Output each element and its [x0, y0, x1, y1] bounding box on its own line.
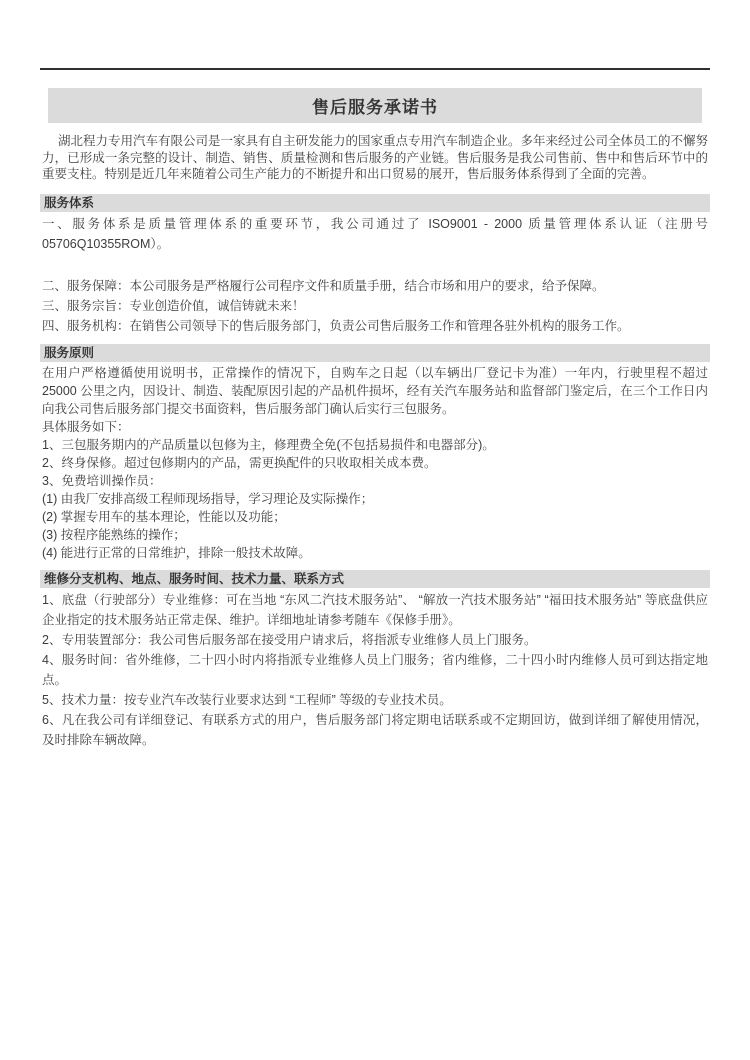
list-item: 3、免费培训操作员：: [42, 473, 162, 488]
section-heading: 服务体系: [44, 195, 95, 210]
section-service-principles: [42, 344, 708, 562]
paragraph: 一、服务体系是质量管理体系的重要环节，我公司通过了 ISO9001 - 2000 质量管理体系认证（注册号 05706Q10355ROM）。: [42, 216, 708, 251]
sub-list-item: (1) 由我厂安排高级工程师现场指导，学习理论及实际操作；: [42, 491, 374, 506]
list-item: 6、凡在我公司有详细登记、有联系方式的用户，售后服务部门将定期电话联系或不定期回访，做到详细了解使用情况，及时排除车辆故障。: [42, 712, 708, 747]
section-heading-bar: [40, 570, 710, 588]
section-service-system: [42, 194, 708, 336]
document-title-bar: [48, 88, 702, 123]
list-item: 2、专用装置部分：我公司售后服务部在接受用户请求后，将指派专业维修人员上门服务。: [42, 632, 537, 647]
sub-list-item: (3) 按程序能熟练的操作；: [42, 527, 186, 542]
section-heading-bar: [40, 344, 710, 362]
list-item: 1、底盘（行驶部分）专业维修：可在当地 “东风二汽技术服务站”、 “解放一汽技术服务站” “福田技术服务站” 等底盘供应企业指定的技术服务站正常走保、维护。详细地址请参考随车《保修手册》。: [42, 592, 708, 627]
paragraph: 三、服务宗旨：专业创造价值，诚信铸就未来！: [42, 298, 305, 313]
paragraph: 在用户严格遵循使用说明书，正常操作的情况下，自购车之日起（以车辆出厂登记卡为准）一年内，行驶里程不超过 25000 公里之内，因设计、制造、装配原因引起的产品机件损坏，经有关汽车服务站和监督部门鉴定后，在三个工作日内向我公司售后服务部门提交书面资料，售后服务部门确认后实行三包服务。: [42, 365, 708, 416]
section-repair-branches: [42, 570, 708, 750]
list-item: 4、服务时间：省外维修，二十四小时内将指派专业维修人员上门服务；省内维修，二十四小时内维修人员可到达指定地点。: [42, 652, 708, 687]
blank-line-spacer: [42, 254, 708, 276]
top-rule: [40, 68, 710, 70]
intro-paragraph: 湖北程力专用汽车有限公司是一家具有自主研发能力的国家重点专用汽车制造企业。多年来经过公司全体员工的不懈努力，已形成一条完整的设计、制造、销售、质量检测和售后服务的产业链。售后服务是我公司售前、售中和售后环节中的重要支柱。特别是近几年来随着公司生产能力的不断提升和出口贸易的展开，售后服务体系得到了全面的完善。: [42, 134, 709, 181]
paragraph: 具体服务如下：: [42, 419, 130, 434]
section-heading-bar: [40, 194, 710, 212]
document-title: 售后服务承诺书: [312, 98, 438, 117]
section-heading: 维修分支机构、地点、服务时间、技术力量、联系方式: [44, 571, 345, 586]
sub-list-item: (2) 掌握专用车的基本理论，性能以及功能；: [42, 509, 286, 524]
list-item: 2、终身保修。超过包修期内的产品，需更换配件的只收取相关成本费。: [42, 455, 437, 470]
paragraph: 四、服务机构：在销售公司领导下的售后服务部门，负责公司售后服务工作和管理各驻外机构的服务工作。: [42, 318, 630, 333]
sub-list-item: (4) 能进行正常的日常维护，排除一般技术故障。: [42, 545, 311, 560]
paragraph: 二、服务保障：本公司服务是严格履行公司程序文件和质量手册，结合市场和用户的要求，给予保障。: [42, 278, 605, 293]
list-item: 5、技术力量：按专业汽车改装行业要求达到 “工程师” 等级的专业技术员。: [42, 692, 452, 707]
list-item: 1、三包服务期内的产品质量以包修为主，修理费全免(不包括易损件和电器部分)。: [42, 437, 495, 452]
section-heading: 服务原则: [44, 345, 95, 360]
